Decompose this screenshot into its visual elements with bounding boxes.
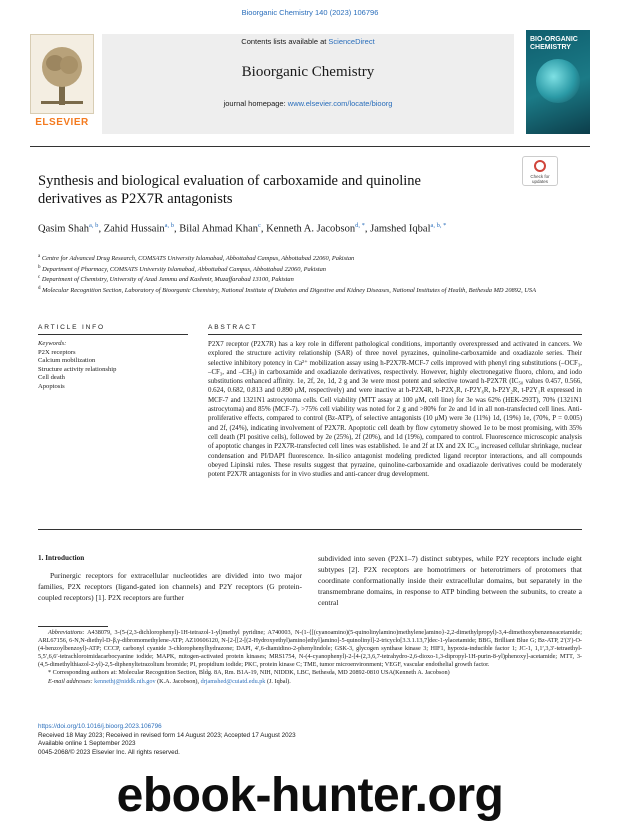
email-link-jacobson[interactable]: kennethj@niddk.nih.gov bbox=[94, 677, 156, 685]
abstract-end-rule bbox=[38, 529, 582, 530]
affiliation bbox=[38, 264, 578, 275]
author-name[interactable]: Qasim Shah bbox=[38, 223, 90, 235]
introduction-heading: 1. Introduction bbox=[38, 554, 85, 562]
update-icon bbox=[534, 160, 546, 172]
article-title: Synthesis and biological evaluation of carboxamide and quinoline derivatives as P2X7R antagonists bbox=[38, 173, 421, 207]
keywords-block bbox=[38, 340, 188, 391]
author-name[interactable]: Bilal Ahmad Khan bbox=[179, 223, 259, 235]
article-info-heading: ARTICLE INFO bbox=[38, 324, 105, 331]
email-link-iqbal[interactable]: drjamshed@cuiatd.edu.pk bbox=[200, 677, 266, 685]
author-separator: , bbox=[174, 223, 180, 235]
article-info-rule bbox=[38, 334, 188, 335]
copyright: 0045-2068/© 2023 Elsevier Inc. All rights reserved. bbox=[38, 748, 180, 756]
abstract-heading: ABSTRACT bbox=[208, 324, 258, 331]
author-affiliation-marker[interactable]: d, * bbox=[355, 222, 365, 229]
author-name[interactable]: Zahid Hussain bbox=[103, 223, 165, 235]
abbreviations-footnote: Abbreviations: A438079, 3-(5-(2,3-dichlorophenyl)-1H-tetrazol-1-yl)methyl pyridine; A740003, N-(1-{[(cyanoamino)(5-quinolinylamino)methylene]amino}-2,2-dimethylpropyl)-3,4-dimethoxybenzeneacetamide; ARL67156, 6-N,N-diethyl-D-β,γ-dibromomethylene-ATP; AZ10606120, N-[2-[[2-[(2-Hydroxyethyl)amino]ethyl]amino]-5-quinolinyl]-2-tricyclo[3.3.1.13,7]dec-1-ylacetamide; BBG, Brilliant Blue G; Bz-ATP, 2′(3′)-O-(4-benzoylbenzoyl)-ATP; CCCP, carbonyl cyanide 3-chlorophenylhydrazone; DAPI, 4′,6-diamidino-2-phenylindole; GSK-3, glycogen synthase kinase 3; HIF1, hypoxia-inducible factor 1; JC-1, 1,1′,3,3′-tetraethyl-5,5′,6,6′-tetrachloroimidacarbocyanine iodide; MAPK, mitogen-activated protein kinases; MRS1754, N-(4-cyanophenyl)-2-[4-(2,3,6,7-tetrahydro-2,6-dioxo-1,3-dipropyl-1H-purin-8-yl)phenoxy]-acetamide; MTT, 3-(4,5-dimethylthiazol-2-yl)-2,5-diphenyltetrazolium bromide; PI, propidium iodide; PKC, protein kinase C; TME, tumor microenvironment; VEGF, vascular endothelial growth factor. bbox=[38, 629, 582, 669]
affiliation-text: Centre for Advanced Drug Research, COMSATS University Islamabad, Abbottabad Campus, Abbottabad 22060, Pakistan bbox=[40, 255, 355, 263]
keywords-heading: Keywords: bbox=[38, 340, 67, 347]
journal-name: Bioorganic Chemistry bbox=[241, 64, 375, 80]
author-affiliation-marker[interactable]: a, b, * bbox=[430, 222, 447, 229]
watermark: ebook-hunter.org bbox=[116, 769, 504, 822]
cover-title: BIO-ORGANIC CHEMISTRY bbox=[530, 36, 578, 51]
abstract-text: P2X7 receptor (P2X7R) has a key role in different pathological conditions, importantly overexpressed and activated in cancers. We explored the structure activity relationship (SAR) of three novel pyrazines, quinoline-carboxamide and oxadiazole series. Their selective inhibitory potency in Ca²⁺ mobilization assay using h-P2X7R-MCF-7 cells improved with phenyl ring substitutions (–OCF₃, –CF₃, and –CH₃) in carboxamide and oxadiazole derivatives, respectively. However, highly electronegative fluoro, chloro, and iodo substitutions enhanced affinity. 1e, 2f, 2e, 1d, 2 g and 3e were most potent and selective toward h-P2X7R (IC₅₀ values 0.457, 0.566, 0.624, 0.682, 0.813 and 0.890 μM, respectively) and were inactive at h-P2X4R, h-P2X₂R, r-P2Y₆R, h-P2Y₂R, t-P2Y₁R expressed in MCF-7 and 1321N1 astrocytoma cells. Cell viability (MTT assay at 100 μM, cell line) for 3e was 62% (HEK-293T), 70% (1321N1 astrocytoma) and 85% (MCF-7). >75% cell viability was noted for 2 g and >80% for 2e and 1d in all non-transfected cell lines. Anti-proliferative effects, compared to control (Bz-ATP), of selective antagonists (10 μM) were 3e (11%) 1d, (19%) 1e, (70%, P = 0.005) and 2f, (24%), indicating involvement of P2X7R. Apoptotic cell death by flow cytometry showed 1e to be most promising, with 35% cell death (PI positive cells), followed by 2e (25%), 2f (20%), and 1d (19%), compared to control. Fluorescence microscopic analysis of apoptotic changes in P2X7R-transfected cell lines was established. 1e and 2f at IX and 2X IC₅₀ increased cellular shrinkage, nuclear condensation and PI/DAPI fluorescence. In-silico antagonist modeling predicted ligand receptor interactions, and all compounds obeyed Lipinski rules. These results suggest that pyrazine, quinoline-carboxamide and oxadiazole derivatives could be moderately potent P2X7R antagonists for in vivo studies and anti-cancer drug development. bbox=[208, 341, 582, 479]
homepage-link[interactable]: www.elsevier.com/locate/bioorg bbox=[287, 99, 393, 108]
journal-header bbox=[30, 30, 590, 140]
intro-paragraph-left: Purinergic receptors for extracellular nucleotides are divided into two major families, P2X receptors (ligand-gated ion channels) and P2Y receptors (G protein-coupled receptors) [1]. P2X receptors are further bbox=[38, 571, 302, 602]
email-footnote: E-mail addresses: kennethj@niddk.nih.gov (K.A. Jacobson), drjamshed@cuiatd.edu.pk (J. Iqbal). bbox=[48, 677, 291, 685]
check-for-updates-badge[interactable]: Check for updates bbox=[522, 156, 558, 186]
affiliations bbox=[38, 253, 578, 295]
abstract-rule bbox=[208, 334, 582, 335]
author-affiliation-marker[interactable]: a, b bbox=[164, 222, 175, 229]
homepage-line: journal homepage: www.elsevier.com/locate/bioorg bbox=[223, 99, 393, 108]
footnotes bbox=[38, 629, 582, 686]
author-separator: , bbox=[98, 223, 104, 235]
affiliation-text: Department of Pharmacy, COMSATS University Islamabad, Abbottabad Campus, Abbottabad 22060, Pakistan bbox=[40, 265, 326, 273]
doi-link[interactable]: https://doi.org/10.1016/j.bioorg.2023.106796 bbox=[38, 723, 162, 730]
journal-box bbox=[102, 34, 514, 134]
affiliation bbox=[38, 274, 578, 285]
publication-info bbox=[38, 723, 582, 757]
affiliation-marker: d bbox=[38, 285, 41, 291]
footnote-rule bbox=[38, 626, 108, 627]
author-separator: , bbox=[260, 223, 267, 235]
keyword: Cell death bbox=[38, 374, 65, 381]
received-dates: Received 18 May 2023; Received in revised form 14 August 2023; Accepted 17 August 2023 bbox=[38, 731, 296, 739]
keyword: Structure activity relationship bbox=[38, 365, 117, 373]
author-affiliation-marker[interactable]: c bbox=[258, 222, 261, 229]
journal-citation[interactable]: Bioorganic Chemistry 140 (2023) 106796 bbox=[241, 8, 379, 17]
author-affiliation-marker[interactable]: a, b bbox=[89, 222, 99, 229]
author-name[interactable]: Kenneth A. Jacobson bbox=[266, 223, 356, 235]
header-rule-top bbox=[30, 146, 590, 147]
cover-image bbox=[536, 59, 580, 103]
journal-cover[interactable] bbox=[526, 30, 590, 134]
affiliation-marker: b bbox=[38, 264, 41, 270]
affiliation-text: Department of Chemistry, University of Azad Jammu and Kashmir, Muzaffarabad 13100, Pakistan bbox=[40, 276, 294, 284]
affiliation-marker: c bbox=[38, 275, 41, 281]
intro-paragraph-right: subdivided into seven (P2X1–7) distinct subtypes, while P2Y receptors include eight subtypes [2]. P2X receptors are homotrimers or heterotrimers of protomers that coordinate conformationally inside their extracellular domains, but separately in the transmembrane domains, in response to ATP binding between the subunits, to create a central bbox=[318, 554, 582, 607]
affiliation bbox=[38, 285, 578, 296]
keyword: P2X receptors bbox=[38, 348, 76, 356]
available-online: Available online 1 September 2023 bbox=[38, 740, 136, 748]
sciencedirect-link[interactable]: ScienceDirect bbox=[328, 37, 375, 46]
affiliation bbox=[38, 253, 578, 264]
author-name[interactable]: Jamshed Iqbal bbox=[370, 223, 431, 235]
publisher-name: ELSEVIER bbox=[35, 117, 89, 128]
keyword: Calcium mobilization bbox=[38, 357, 96, 364]
affiliation-text: Molecular Recognition Section, Laboratory of Bioorganic Chemistry, National Institute of Diabetes and Digestive and Kidney Diseases, National Institutes of Health, Bethesda MD 20892, USA bbox=[40, 286, 537, 294]
affiliation-marker: a bbox=[38, 254, 41, 259]
contents-line: Contents lists available at ScienceDirect bbox=[241, 37, 375, 46]
author-separator: , bbox=[364, 223, 371, 235]
publisher-logo[interactable] bbox=[30, 34, 94, 134]
keyword: Apoptosis bbox=[38, 382, 65, 390]
author-list bbox=[38, 218, 578, 238]
corresponding-footnote: * Corresponding authors at: Molecular Recognition Section, Bldg. 8A, Rm. B1A-19, NIH, NIDDK, LBC, Bethesda, MD 20892-0810 USA(Kenneth A. Jacobson) bbox=[48, 669, 450, 677]
elsevier-tree-icon bbox=[30, 34, 94, 114]
